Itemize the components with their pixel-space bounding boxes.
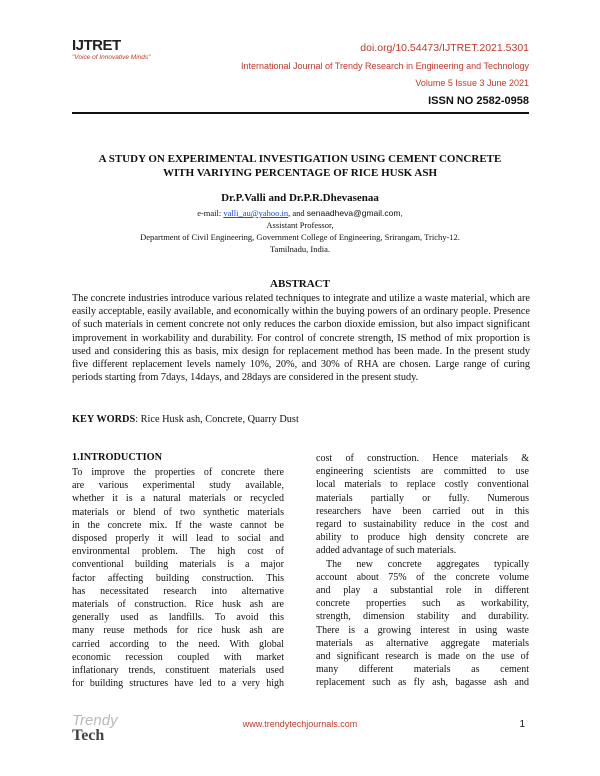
text-line: The new concrete aggregates typically [326, 558, 529, 570]
author-position: Assistant Professor, [266, 220, 334, 230]
text-line: are various experimental study available, [72, 480, 284, 492]
text-line: factor affecting building construction. This [72, 572, 284, 584]
text-line: There is a growing interest in using waste [316, 624, 529, 636]
text-line: generally used as landfills. To avoid this [72, 612, 284, 624]
abstract-text: The concrete industries introduce various related techniques to integrate and utilize a waste material, which are easily acceptable, easily available, and economically within the buying powers of an ordinary people. Presence of such materials in cement concrete not only reduces the carbon dioxide emission, but also impact significant improvement in workability and durability. For control of concrete strength, IS method of mix proportion is used and considering this as basis, mix design for replacement method has been made. In the present study five different replacement levels namely 10%, 20%, and 30% of RHA are chosen. Large range of curing periods starting from 7days, 14days, and 28days are considered in the present study. [72, 293, 530, 384]
footer-logo-trendy: Trendy [72, 712, 118, 729]
journal-name: International Journal of Trendy Research in Engineering and Technology [240, 61, 529, 71]
email-2: senaadheva@gmail.com, [306, 208, 403, 218]
abstract-heading: ABSTRACT [270, 278, 330, 290]
text-line: environmental problem. The high cost of [72, 546, 284, 558]
text-line: and significant research is made on the use of [316, 651, 529, 663]
paper-title-line-1: A STUDY ON EXPERIMENTAL INVESTIGATION USING CEMENT CONCRETE [98, 153, 502, 165]
introduction-heading: 1.INTRODUCTION [72, 452, 163, 463]
intro-right-column [316, 452, 529, 690]
email-link-1[interactable]: valli_au@yahoo.in [223, 208, 289, 218]
text-line: disposed properly it will lead to social and [72, 533, 284, 545]
keywords-label: KEY WORDS [72, 414, 136, 425]
text-line: regard to sustainability reduce in the cost and [316, 519, 529, 531]
text-line: materials of construction. Rice husk ash are [72, 599, 284, 611]
text-line: inflationary trends, constituent materials used [72, 665, 284, 677]
footer-url[interactable]: www.trendytechjournals.com [242, 719, 358, 729]
text-line: and play a substantial role in different [316, 585, 529, 597]
text-line: concrete properties such as workability, [316, 598, 529, 610]
keywords-text: : Rice Husk ash, Concrete, Quarry Dust [135, 414, 299, 425]
text-line: materials partially or fully. Numerous [316, 492, 529, 504]
text-line: strength, dimension stability and durability. [316, 611, 529, 623]
issn-number: ISSN NO 2582-0958 [428, 95, 529, 107]
text-line: has necessitated research into alternative [72, 585, 284, 597]
page-number: 1 [519, 719, 525, 730]
text-line: ability to produce high density concrete are [316, 532, 529, 544]
keywords [72, 414, 299, 425]
text-line: many reuse methods for rice husk ash are [72, 625, 284, 637]
text-line: materials or blend of two synthetic materials [72, 506, 284, 518]
text-line: many different materials as cement [316, 664, 529, 676]
text-line: local materials to replace costly conventional [316, 479, 529, 491]
header-divider [72, 112, 529, 114]
paper-title-line-2: WITH VARIYING PERCENTAGE OF RICE HUSK ASH [162, 167, 438, 179]
text-line: carried according to the need. With global [72, 638, 284, 650]
email-prefix: e-mail: [197, 208, 224, 218]
doi-link[interactable]: doi.org/10.54473/IJTRET.2021.5301 [360, 42, 529, 54]
journal-logo-tagline: "Voice of Innovative Minds" [72, 54, 151, 61]
text-line: economic recession coupled with market [72, 651, 284, 663]
author-location: Tamilnadu, India. [269, 244, 331, 254]
author-department: Department of Civil Engineering, Government College of Engineering, Srirangam, Trichy-12. [140, 232, 460, 242]
text-line: replacement such as fly ash, bagasse ash and [316, 677, 529, 689]
paper-authors: Dr.P.Valli and Dr.P.R.Dhevasenaa [221, 192, 379, 204]
text-line: cost of construction. Hence materials & [316, 453, 529, 464]
text-line: whether it is a natural materials or recycled [72, 493, 284, 505]
text-line: in the concrete mix. If the waste cannot be [72, 519, 284, 531]
text-line: conventional building materials is a major [72, 559, 284, 571]
text-line: researchers have been carried out in this [316, 505, 529, 517]
text-line: engineering scientists are committed to use [316, 466, 529, 478]
journal-logo: IJTRET [72, 37, 121, 54]
footer-logo-tech: Tech [72, 727, 105, 744]
text-line: materials as alternative aggregate materials [316, 637, 529, 649]
text-line: account about 75% of the concrete volume [316, 571, 529, 583]
intro-left-column [72, 466, 284, 690]
text-line: for building structures have led to a very high [72, 678, 284, 690]
email-separator: , and [288, 208, 307, 218]
text-line: To improve the properties of concrete there [72, 467, 284, 478]
volume-issue: Volume 5 Issue 3 June 2021 [415, 78, 529, 88]
text-line: added advantage of such materials. [316, 545, 457, 557]
